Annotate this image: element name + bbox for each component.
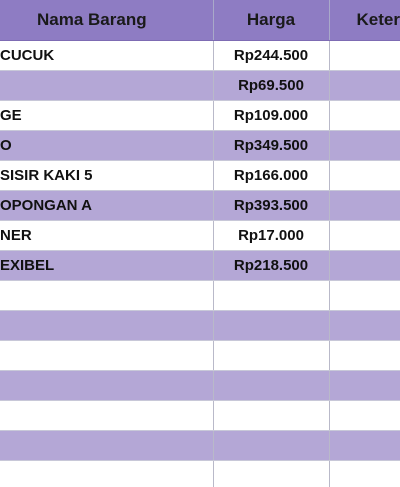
table-row — [0, 161, 400, 191]
cell-item-name[interactable]: GE — [0, 101, 213, 131]
cell-note[interactable] — [329, 71, 400, 101]
table-row — [0, 371, 400, 401]
table-row — [0, 431, 400, 461]
cell-item-name[interactable] — [0, 281, 213, 311]
table-row — [0, 461, 400, 487]
cell-item-name[interactable] — [0, 311, 213, 341]
cell-item-name[interactable]: SISIR KAKI 5 — [0, 161, 213, 191]
cell-price[interactable] — [213, 311, 329, 341]
cell-price[interactable]: Rp393.500 — [213, 191, 329, 221]
cell-price[interactable]: Rp109.000 — [213, 101, 329, 131]
table-row — [0, 71, 400, 101]
cell-note[interactable] — [329, 311, 400, 341]
table-row — [0, 401, 400, 431]
cell-item-name[interactable]: O — [0, 131, 213, 161]
cell-note[interactable] — [329, 371, 400, 401]
cell-note[interactable] — [329, 251, 400, 281]
cell-note[interactable] — [329, 281, 400, 311]
table-row — [0, 41, 400, 71]
cell-price[interactable]: Rp244.500 — [213, 41, 329, 71]
cell-price[interactable] — [213, 431, 329, 461]
cell-note[interactable] — [329, 461, 400, 487]
table-row — [0, 101, 400, 131]
cell-price[interactable]: Rp166.000 — [213, 161, 329, 191]
cell-note[interactable] — [329, 131, 400, 161]
cell-item-name[interactable] — [0, 401, 213, 431]
table-row — [0, 251, 400, 281]
cell-note[interactable] — [329, 401, 400, 431]
cell-item-name[interactable]: OPONGAN A — [0, 191, 213, 221]
cell-note[interactable] — [329, 41, 400, 71]
header-row — [0, 0, 400, 41]
cell-price[interactable] — [213, 461, 329, 487]
table-row — [0, 281, 400, 311]
cell-price[interactable] — [213, 401, 329, 431]
cell-item-name[interactable]: CUCUK — [0, 41, 213, 71]
column-header-note[interactable]: Keter — [329, 0, 400, 41]
table-row — [0, 131, 400, 161]
cell-item-name[interactable] — [0, 431, 213, 461]
cell-price[interactable] — [213, 341, 329, 371]
cell-item-name[interactable] — [0, 341, 213, 371]
cell-price[interactable]: Rp17.000 — [213, 221, 329, 251]
cell-note[interactable] — [329, 191, 400, 221]
cell-note[interactable] — [329, 161, 400, 191]
table-row — [0, 341, 400, 371]
table-row — [0, 221, 400, 251]
cell-item-name[interactable]: NER — [0, 221, 213, 251]
cell-note[interactable] — [329, 221, 400, 251]
cell-note[interactable] — [329, 101, 400, 131]
cell-item-name[interactable] — [0, 371, 213, 401]
cell-item-name[interactable] — [0, 461, 213, 487]
cell-price[interactable] — [213, 281, 329, 311]
cell-note[interactable] — [329, 341, 400, 371]
column-header-name[interactable]: Nama Barang — [0, 0, 213, 41]
cell-price[interactable] — [213, 371, 329, 401]
cell-price[interactable]: Rp218.500 — [213, 251, 329, 281]
cell-item-name[interactable] — [0, 71, 213, 101]
cell-item-name[interactable]: EXIBEL — [0, 251, 213, 281]
table-row — [0, 191, 400, 221]
column-header-price[interactable]: Harga — [213, 0, 329, 41]
cell-price[interactable]: Rp69.500 — [213, 71, 329, 101]
cell-note[interactable] — [329, 431, 400, 461]
table-row — [0, 311, 400, 341]
cell-price[interactable]: Rp349.500 — [213, 131, 329, 161]
